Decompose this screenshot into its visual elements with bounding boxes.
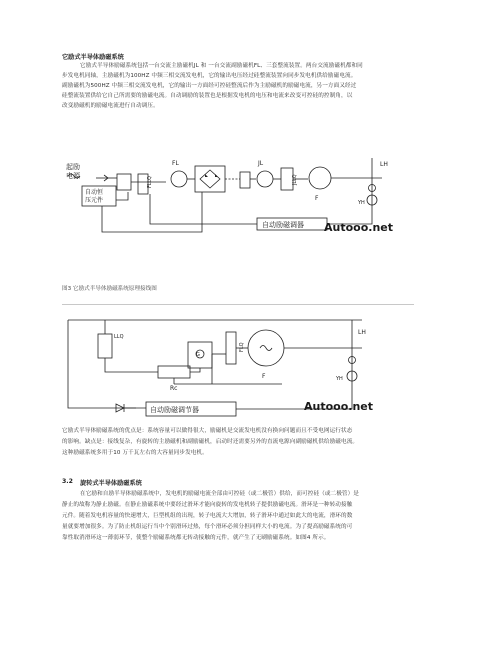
regulator-label: 自动励磁调节器 <box>150 406 199 414</box>
section-number: 3.2 <box>62 478 73 485</box>
paragraph-line: 在它励和自励半导体励磁系统中，发电机的励磁电流全部由可控硅（或二极管）供给，而可控硅（或二极管）是 <box>80 491 359 497</box>
paragraph-line: 它励式半导体励磁系统的优点是：系统容量可以做得很大，励磁机是交流发电机没有换向问题而且不受电网运行状态 <box>62 428 353 434</box>
constant-voltage-box-label: 自动恒 <box>85 189 104 196</box>
fl-rectifier-label: FLLQ <box>148 176 153 188</box>
paragraph-line: 这种励磁系统多用于10 万千瓦左右的大容量同步发电机。 <box>62 450 208 456</box>
paragraph-line: 量就要增加很多。为了防止机组运行当中个别滑环过热，每个滑环必须分担同样大小的电流。为了提高励磁系统的可 <box>62 524 353 530</box>
paragraph-line: 它励式半导体励磁系统包括一台交流主励磁机JL 和 一台交流副励磁机FL、三套整流装置。两台交流励磁机都和同 <box>80 63 363 69</box>
lh-label: LH <box>358 329 366 336</box>
start-source-label: 起励 <box>66 163 80 171</box>
paragraph-line: 硅整流装置供给它自己所需要的励磁电流。自动调励的装置也是根据发电机的电压和电流来改变可控硅的控制角，以 <box>62 93 353 99</box>
excitation-diagram-2 <box>62 314 382 418</box>
excitation-diagram-1 <box>62 148 412 240</box>
rc-label: Rc <box>170 385 178 392</box>
paragraph-line: 改变励磁机的励磁电流进行自动调压。 <box>62 103 159 109</box>
paragraph-line: 副励磁机为500HZ 中频三相交流发电机，它的输出一方面经可控硅整流后作为主励磁机的励磁电流，另一方面又经过 <box>62 83 357 89</box>
g-label: G <box>196 352 200 358</box>
start-source-label: 电源 <box>66 172 80 180</box>
lh-label: LH <box>380 161 388 168</box>
watermark: Autooo.net <box>304 400 374 413</box>
watermark: Autooo.net <box>324 221 394 234</box>
divider <box>62 304 414 305</box>
jl-label: JL <box>258 160 264 167</box>
paragraph-line: 元件。随着发电机容量的快速增大，巨型机组的出现，转子电流大大增加，转子滑环中通过如此大的电流，滑环的数 <box>62 513 353 519</box>
generator-f-label: F <box>262 373 266 380</box>
section-heading: 它励式半导体励磁系统 <box>62 54 124 61</box>
yh-label: YH <box>336 376 343 382</box>
constant-voltage-box-label: 压元件 <box>85 197 104 204</box>
figure-caption: 图3 它励式半导体励磁系统原理接线图 <box>62 286 157 292</box>
paragraph-line: 靠性取消滑环这一薄弱环节，使整个励磁系统都无转动接触的元件，就产生了无刷励磁系统。如图4 所示。 <box>62 535 330 541</box>
regulator-label: 自动励磁调器 <box>262 221 304 229</box>
fl-label: FL <box>172 160 179 167</box>
paragraph-line: 步发电机同轴，主励磁机为100HZ 中频三相交流发电机，它的输出电压经过硅整流装置向同步发电机供给励磁电流。 <box>62 73 357 79</box>
paragraph-line: 的影响。缺点是：接线复杂，有旋转的主励磁机和副励磁机，启动时还需要另外的直流电源向副励磁机供给励磁电流。 <box>62 439 359 445</box>
jl-rectifier-label: JLLQ <box>293 174 298 185</box>
flq-label: FLQ <box>239 342 245 352</box>
paragraph-line: 静止的故称为静止励磁。在静止励磁系统中要经过滑环才能向旋转的发电机转子提供励磁电流。滑环是一种转动接触 <box>62 502 353 508</box>
section-heading: 旋转式半导体励磁系统 <box>80 480 142 487</box>
generator-f-label: F <box>315 195 319 202</box>
llq-label: LLQ <box>114 334 124 340</box>
yh-label: YH <box>358 200 365 206</box>
